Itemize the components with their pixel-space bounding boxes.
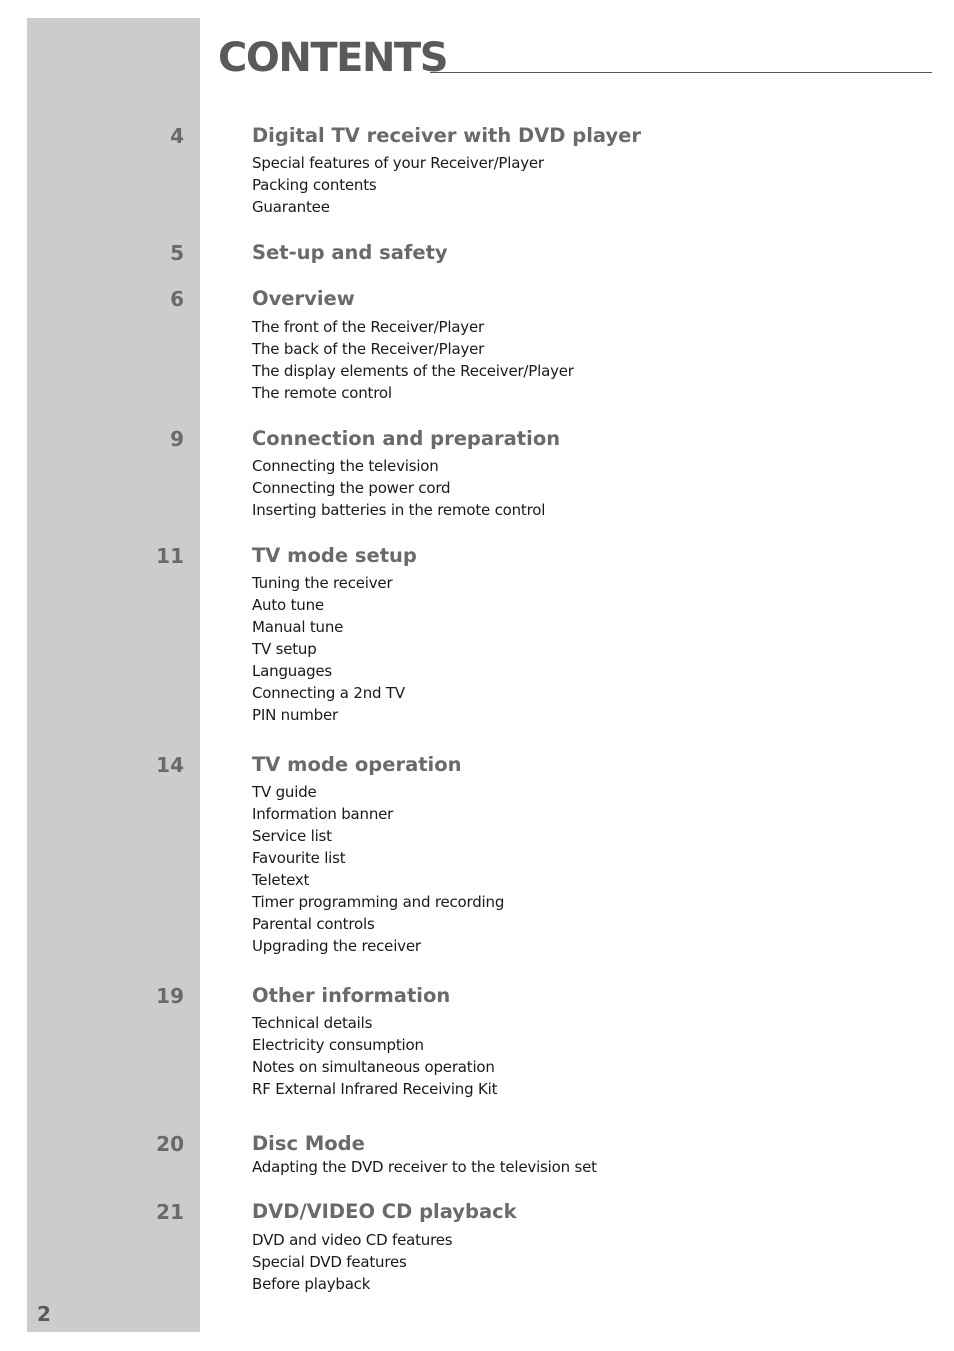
toc-item: The display elements of the Receiver/Player: [252, 362, 574, 380]
title-rule: [430, 72, 932, 73]
toc-item: DVD and video CD features: [252, 1231, 453, 1249]
toc-item: Guarantee: [252, 198, 330, 216]
section-page-number: 5: [170, 241, 184, 265]
toc-item: Connecting a 2nd TV: [252, 684, 405, 702]
section-title: TV mode setup: [252, 544, 417, 567]
section-item-list: [252, 572, 405, 726]
section-title: DVD/VIDEO CD playback: [252, 1200, 517, 1223]
section-page-number: 14: [156, 753, 184, 777]
toc-item: Parental controls: [252, 915, 375, 933]
section-page-number: 11: [156, 544, 184, 568]
toc-item: Information banner: [252, 805, 394, 823]
toc-item: Adapting the DVD receiver to the television set: [252, 1158, 597, 1176]
section-page-number: 21: [156, 1200, 184, 1224]
toc-item: Teletext: [252, 871, 310, 889]
section-item-list: [252, 781, 504, 957]
section-title: Overview: [252, 287, 355, 310]
toc-item: Special DVD features: [252, 1253, 407, 1271]
section-page-number: 20: [156, 1132, 184, 1156]
toc-item: Manual tune: [252, 618, 344, 636]
toc-item: Inserting batteries in the remote control: [252, 501, 546, 519]
toc-item: Languages: [252, 662, 333, 680]
toc-item: Connecting the television: [252, 457, 439, 475]
toc-item: Technical details: [252, 1014, 373, 1032]
section-page-number: 19: [156, 984, 184, 1008]
section-page-number: 9: [170, 427, 184, 451]
toc-item: TV guide: [252, 783, 317, 801]
section-title: Other information: [252, 984, 451, 1007]
section-item-list: [252, 1012, 497, 1100]
toc-item: Auto tune: [252, 596, 324, 614]
toc-item: PIN number: [252, 706, 339, 724]
section-title: Connection and preparation: [252, 427, 561, 450]
toc-item: Tuning the receiver: [252, 574, 393, 592]
toc-item: Favourite list: [252, 849, 346, 867]
toc-item: TV setup: [252, 640, 317, 658]
toc-item: The remote control: [252, 384, 392, 402]
section-title: Set-up and safety: [252, 241, 448, 264]
section-title: Disc Mode: [252, 1132, 365, 1155]
section-item-list: [252, 316, 574, 404]
toc-item: Electricity consumption: [252, 1036, 424, 1054]
toc-item: Upgrading the receiver: [252, 937, 421, 955]
section-title: TV mode operation: [252, 753, 462, 776]
toc-item: Before playback: [252, 1275, 371, 1293]
section-page-number: 6: [170, 287, 184, 311]
section-title: Digital TV receiver with DVD player: [252, 124, 642, 147]
toc-item: Notes on simultaneous operation: [252, 1058, 495, 1076]
toc-item: The front of the Receiver/Player: [252, 318, 484, 336]
toc-item: Timer programming and recording: [252, 893, 505, 911]
section-item-list: [252, 455, 545, 521]
page-number: 2: [37, 1302, 51, 1326]
toc-item: Service list: [252, 827, 332, 845]
section-item-list: [252, 152, 544, 218]
page-title: CONTENTS: [218, 35, 448, 81]
toc-item: Packing contents: [252, 176, 377, 194]
section-item-list: [252, 1156, 597, 1178]
toc-item: The back of the Receiver/Player: [252, 340, 485, 358]
toc-item: RF External Infrared Receiving Kit: [252, 1080, 498, 1098]
toc-item: Special features of your Receiver/Player: [252, 154, 544, 172]
toc-item: Connecting the power cord: [252, 479, 451, 497]
section-page-number: 4: [170, 124, 184, 148]
section-item-list: [252, 1229, 452, 1295]
